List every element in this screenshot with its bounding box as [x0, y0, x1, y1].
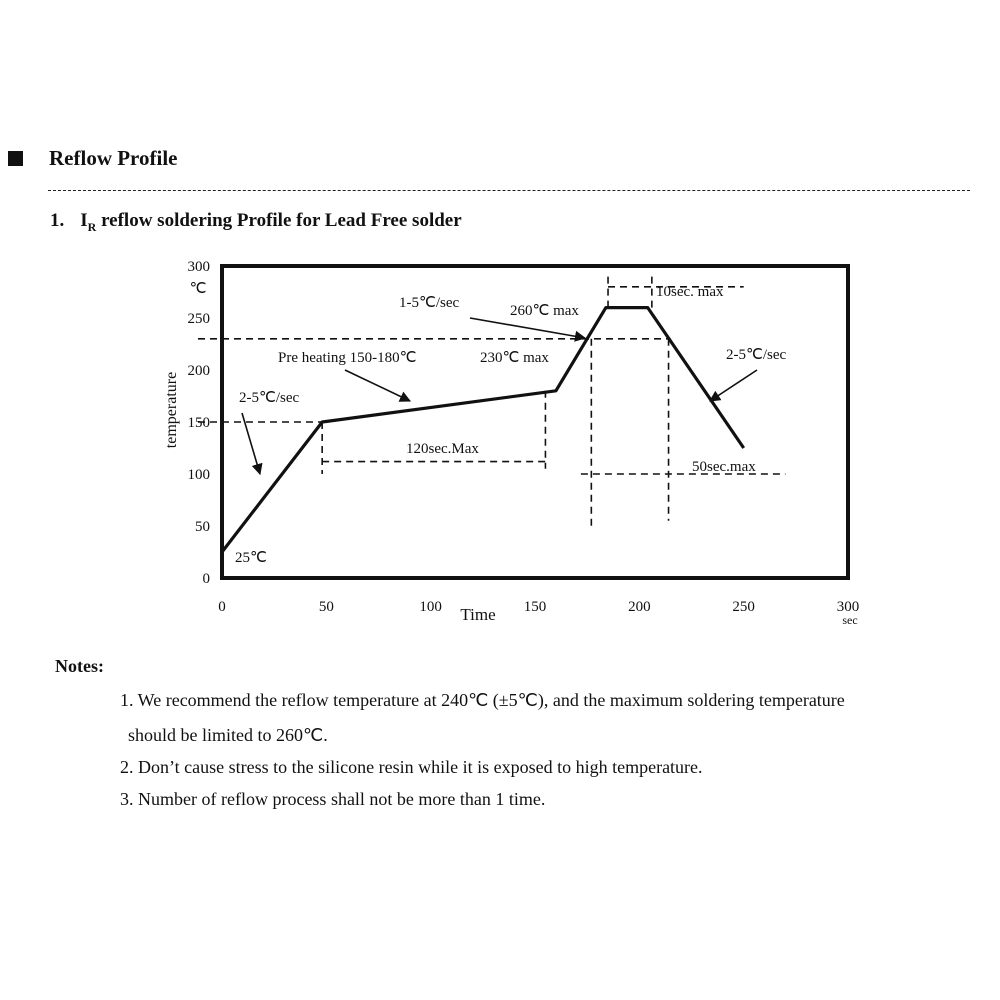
x-tick-label: 200 [628, 599, 651, 615]
x-tick-label: 300 [836, 599, 860, 615]
x-tick-label: 250 [732, 599, 755, 615]
subheading-prefix: I [80, 210, 88, 231]
notes-title: Notes: [55, 656, 104, 676]
x-axis-unit: sec [842, 613, 858, 627]
subheading-text: reflow soldering Profile for Lead Free solder [96, 210, 462, 231]
note-1-continued: should be limited to 260℃. [128, 725, 328, 745]
y-axis-label: temperature [163, 371, 180, 449]
y-axis-unit: ℃ [189, 281, 207, 297]
annotation-230c-max: 230℃ max [480, 350, 549, 366]
x-axis-label: Time [460, 605, 496, 624]
subheading-number: 1. [50, 210, 65, 231]
x-tick-label: 100 [419, 599, 442, 615]
subheading-subscript: R [87, 219, 97, 234]
x-tick-label: 150 [523, 599, 547, 615]
y-tick-label: 150 [187, 415, 210, 431]
annotation-50sec: 50sec.max [692, 459, 756, 475]
annotation-ramp-rate-2: 1-5℃/sec [399, 295, 460, 311]
temperature-profile-line [222, 308, 744, 552]
annotation-peak-temp: 260℃ max [510, 303, 579, 319]
annotation-room-temp: 25℃ [235, 550, 267, 566]
section-title: Reflow Profile [49, 146, 178, 170]
arrow-ramp-down [710, 370, 757, 401]
x-tick-label: 0 [218, 599, 226, 615]
y-tick-label: 250 [187, 311, 210, 327]
y-tick-label: 300 [187, 259, 210, 275]
note-2: 2. Don’t cause stress to the silicone resin while it is exposed to high temperature. [120, 757, 703, 777]
note-1: 1. We recommend the reflow temperature at 240℃ (±5℃), and the maximum soldering temperature [120, 690, 845, 710]
y-tick-label: 50 [195, 519, 210, 535]
annotation-ramp-down-rate: 2-5℃/sec [726, 347, 787, 363]
note-3: 3. Number of reflow process shall not be more than 1 time. [120, 789, 546, 809]
y-tick-label: 0 [202, 571, 210, 587]
arrow-preheat [345, 370, 410, 401]
y-tick-label: 100 [187, 467, 210, 483]
annotation-preheat: Pre heating 150-180℃ [278, 350, 417, 366]
y-tick-label: 200 [187, 363, 210, 379]
annotation-10sec: 10sec. max [656, 284, 724, 300]
x-tick-label: 50 [318, 599, 334, 615]
annotation-ramp-rate-1: 2-5℃/sec [239, 390, 300, 406]
arrow-ramp-up-2 [470, 318, 585, 338]
annotation-preheat-time: 120sec.Max [406, 441, 479, 457]
